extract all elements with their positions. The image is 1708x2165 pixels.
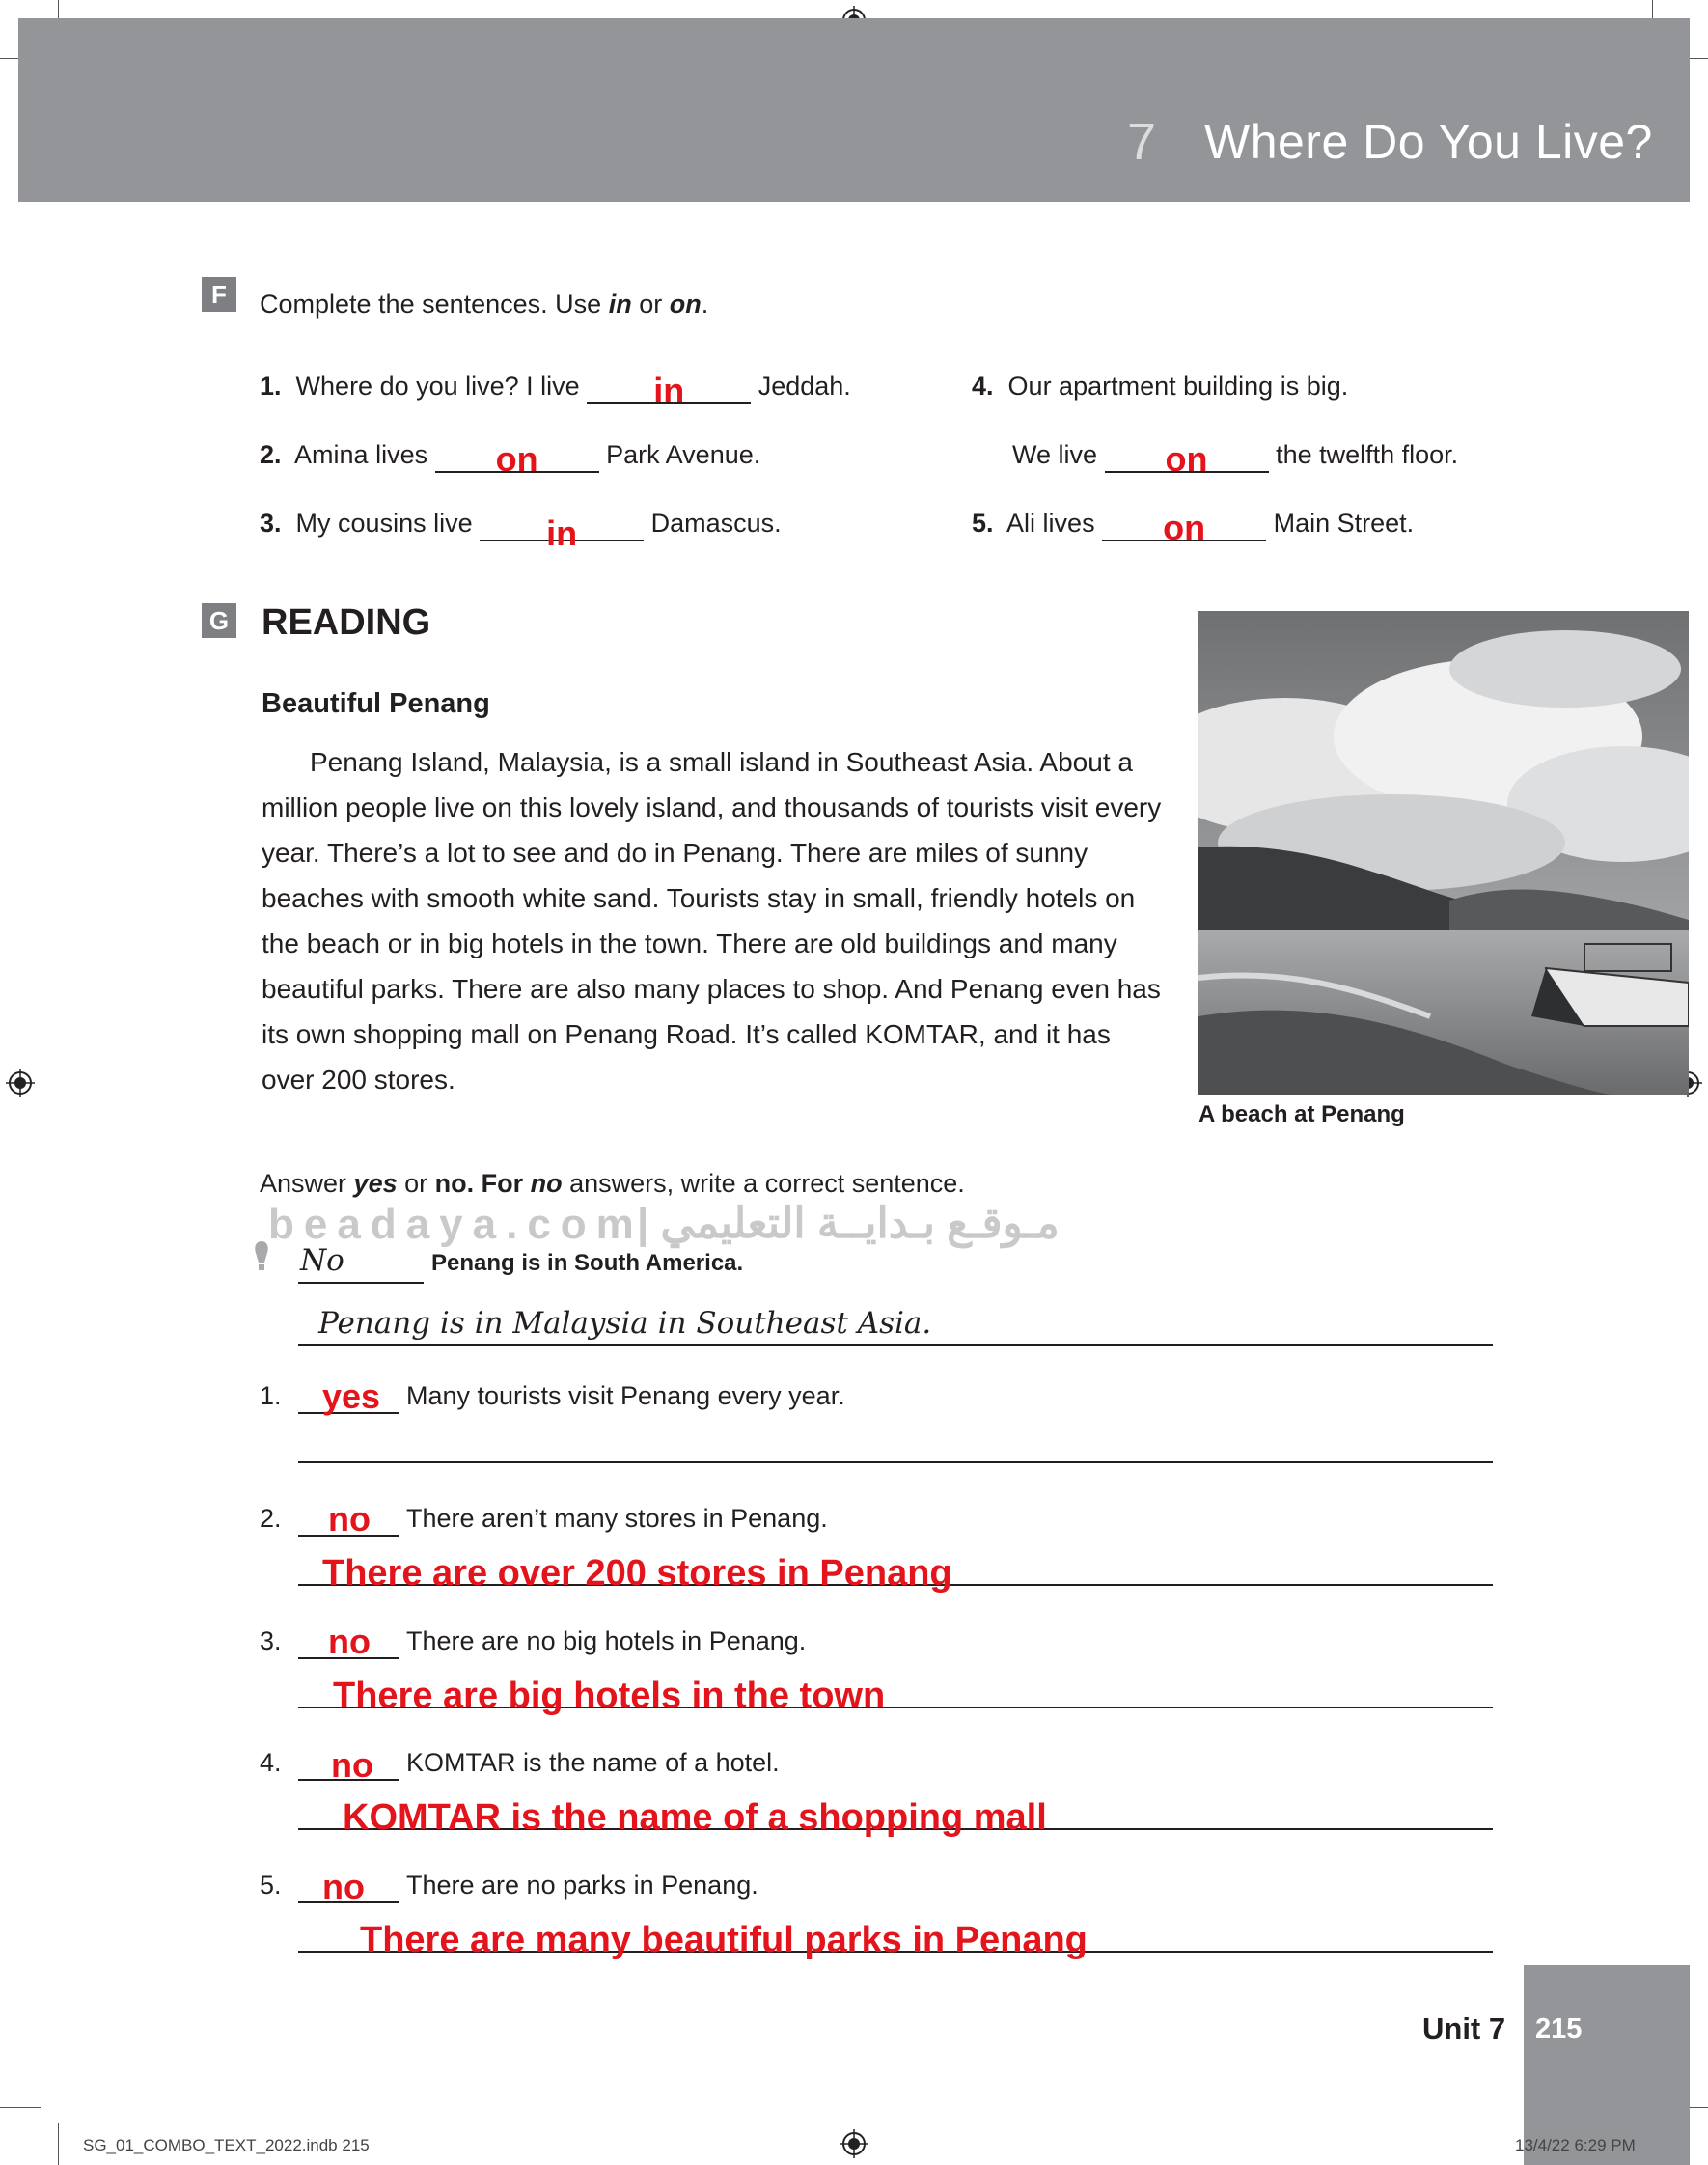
answer-blank[interactable]: on	[435, 438, 599, 473]
correction-answer: KOMTAR is the name of a shopping mall	[343, 1797, 1047, 1838]
page-number-box	[1524, 1965, 1690, 2165]
registration-mark-icon	[840, 2129, 868, 2158]
question-number: 4.	[260, 1748, 282, 1777]
photo-caption: A beach at Penang	[1198, 1101, 1405, 1127]
lightbulb-icon	[253, 1239, 270, 1274]
print-slug: SG_01_COMBO_TEXT_2022.indb 215	[83, 2136, 370, 2154]
question-statement: There are no big hotels in Penang.	[406, 1626, 807, 1655]
watermark-arabic: | مـوقـع بـدايــة التعليمي	[637, 1200, 1060, 1247]
yes-no-answer: no	[322, 1867, 365, 1906]
exercise-item: 5. Ali lives on Main Street.	[972, 508, 1415, 547]
exercise-item: 3. My cousins live in Damascus.	[260, 509, 782, 553]
exercise-item: 4. Our apartment building is big.	[972, 372, 1349, 401]
question-number: 3.	[260, 1626, 282, 1655]
section-badge-g: G	[202, 603, 236, 638]
question-statement: Many tourists visit Penang every year.	[406, 1381, 845, 1410]
example-line	[298, 1344, 1493, 1346]
question-statement: There aren’t many stores in Penang.	[406, 1504, 828, 1533]
correction-line[interactable]	[298, 1461, 1493, 1463]
section-heading: READING	[262, 602, 431, 643]
answer-blank[interactable]: on	[1102, 507, 1266, 541]
beach-photo-icon	[1198, 611, 1689, 1095]
article-title: Beautiful Penang	[262, 688, 490, 719]
page-number: 215	[1535, 2013, 1583, 2044]
example-statement: Penang is in South America.	[431, 1250, 744, 1276]
yes-no-answer: no	[331, 1745, 373, 1785]
question-number: 5.	[260, 1871, 282, 1900]
question-statement: KOMTAR is the name of a hotel.	[406, 1748, 780, 1777]
answer-instruction: Answer yes or no. For no answers, write a correct sentence.	[260, 1169, 965, 1198]
reading-passage: Penang Island, Malaysia, is a small island in Southeast Asia. About a million people live on this lovely island, and thousands of tourists visit every year. There’s a lot to see and do in Penang. There are miles of sunny beaches with smooth white sand. Tourists stay in small, friendly hotels on the beach or in big hotels in the town. There are old buildings and many beautiful parks. There are also many places to shop. And Penang even has its own shopping mall on Penang Road. It’s called KOMTAR, and it has over 200 stores.	[262, 747, 1162, 1095]
beach-photo	[1198, 611, 1689, 1095]
yes-no-answer: no	[328, 1622, 371, 1661]
exercise-item: 1. Where do you live? I live in Jeddah.	[260, 371, 851, 410]
section-badge-f: F	[202, 277, 236, 312]
yes-no-answer: yes	[322, 1376, 381, 1416]
exercise-item: We live on the twelfth floor.	[1012, 439, 1459, 479]
unit-label: Unit 7	[1422, 2012, 1506, 2045]
example-correction: Penang is in Malaysia in Southeast Asia.	[318, 1306, 932, 1341]
correction-answer: There are big hotels in the town	[333, 1676, 886, 1716]
answer-blank[interactable]: in	[480, 507, 644, 541]
yes-no-answer: no	[328, 1499, 371, 1539]
crop-mark	[58, 2123, 59, 2165]
watermark-text: beadaya.com	[268, 1201, 644, 1248]
exercise-item: 2. Amina lives on Park Avenue.	[260, 439, 761, 479]
section-f-instruction: Complete the sentences. Use in or on.	[260, 290, 709, 319]
unit-title: Where Do You Live?	[1204, 115, 1653, 169]
question-statement: There are no parks in Penang.	[406, 1871, 758, 1900]
question-number: 1.	[260, 1381, 282, 1410]
unit-number: 7	[1127, 113, 1157, 171]
example-answer-blank: No	[298, 1245, 424, 1284]
correction-answer: There are many beautiful parks in Penang	[360, 1920, 1088, 1960]
print-date: 13/4/22 6:29 PM	[1515, 2136, 1636, 2154]
crop-mark	[0, 2107, 41, 2108]
answer-blank[interactable]: on	[1105, 438, 1269, 473]
correction-answer: There are over 200 stores in Penang	[322, 1553, 952, 1594]
question-number: 2.	[260, 1504, 282, 1533]
answer-blank[interactable]: in	[587, 370, 751, 404]
registration-mark-icon	[6, 1069, 35, 1097]
unit-header-bar	[18, 18, 1690, 202]
